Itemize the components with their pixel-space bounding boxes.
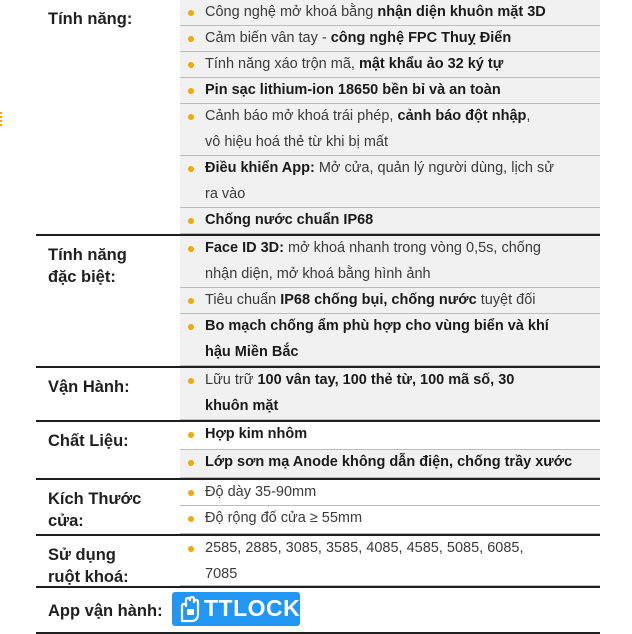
item-text xyxy=(205,479,596,505)
item-text xyxy=(205,313,596,365)
spec-row-label-line: Kích Thước xyxy=(48,490,142,508)
bullet-icon xyxy=(188,460,194,466)
list-item xyxy=(180,368,600,420)
emphasis-text: IP68 chống bụi, chống nước xyxy=(280,292,477,308)
list-item xyxy=(180,104,600,156)
bullet-icon xyxy=(188,36,194,42)
item-text-line xyxy=(205,207,596,233)
item-text xyxy=(205,235,596,287)
spec-table xyxy=(36,0,600,633)
emphasis-text: Lớp sơn mạ Anode không dẫn điện, chống trầy xước xyxy=(205,454,573,470)
item-text xyxy=(205,535,596,587)
list-item xyxy=(180,288,600,314)
bullet-icon xyxy=(188,10,194,16)
item-text-line xyxy=(205,261,596,287)
item-text-line xyxy=(205,339,596,365)
hand-lock-icon xyxy=(176,594,202,624)
item-text-line xyxy=(205,181,596,207)
item-text xyxy=(205,77,596,103)
plain-text: nhận diện, mở khoá bằng hình ảnh xyxy=(205,266,431,282)
bullet-icon xyxy=(188,246,194,252)
spec-row-label xyxy=(48,376,130,398)
spec-row-app xyxy=(36,588,600,634)
item-text-line xyxy=(205,235,596,261)
emphasis-text: Bo mạch chống ẩm phù hợp cho vùng biển và khí xyxy=(205,318,549,334)
item-text-line xyxy=(205,103,596,129)
spec-row-label-line: App vận hành: xyxy=(48,602,163,620)
plain-text: Tiêu chuẩn xyxy=(205,292,281,308)
emphasis-text: Chống nước chuẩn IP68 xyxy=(205,212,374,228)
spec-row-label xyxy=(48,488,141,532)
plain-text: Độ rộng đố cửa ≥ 55mm xyxy=(205,510,363,526)
emphasis-text: mật khẩu ảo 32 ký tự xyxy=(358,56,504,72)
list-item xyxy=(180,536,600,586)
emphasis-text: Điều khiển App: xyxy=(205,160,315,176)
list-item xyxy=(180,480,600,506)
ttlock-logo xyxy=(172,592,300,626)
plain-text: 7085 xyxy=(205,566,238,582)
emphasis-text: Pin sạc lithium-ion 18650 bền bỉ và an toàn xyxy=(205,82,501,98)
emphasis-text: khuôn mặt xyxy=(205,398,279,414)
list-item xyxy=(180,236,600,288)
plain-text: Lữu trữ xyxy=(205,372,258,388)
list-item xyxy=(180,78,600,104)
emphasis-text: Hợp kim nhôm xyxy=(205,426,308,442)
item-text xyxy=(205,25,596,51)
bullet-icon xyxy=(188,114,194,120)
item-text-line xyxy=(205,51,596,77)
item-text xyxy=(205,505,596,531)
list-item xyxy=(180,26,600,52)
item-text-line xyxy=(205,313,596,339)
spec-row-label-line: Chất Liệu: xyxy=(48,432,129,450)
plain-text: vô hiệu hoá thẻ từ khi bị mất xyxy=(205,134,389,150)
item-text-line xyxy=(205,77,596,103)
item-text-line xyxy=(205,561,596,587)
plain-text: tuyệt đối xyxy=(476,292,536,308)
spec-row-label xyxy=(48,8,132,30)
bullet-icon xyxy=(188,62,194,68)
spec-row-label-line: cửa: xyxy=(48,512,84,530)
plain-text: ra vào xyxy=(205,186,246,202)
bullet-icon xyxy=(188,324,194,330)
item-text-line xyxy=(205,129,596,155)
list-item xyxy=(180,506,600,534)
emphasis-text: công nghệ FPC Thuỵ Điển xyxy=(330,30,512,46)
item-text-line xyxy=(205,393,596,419)
plain-text: Cảnh báo mở khoá trái phép, xyxy=(205,108,398,124)
spec-row-features xyxy=(36,0,600,236)
item-text-line xyxy=(205,449,596,475)
plain-text: , xyxy=(526,108,531,124)
list-item xyxy=(180,52,600,78)
item-text xyxy=(205,449,596,475)
bullet-icon xyxy=(188,88,194,94)
item-text-line xyxy=(205,479,596,505)
item-text-line xyxy=(205,25,596,51)
spec-row-label xyxy=(48,544,129,588)
item-text xyxy=(205,103,596,155)
spec-row-label-line: đặc biệt: xyxy=(48,268,116,286)
spec-row-special-features xyxy=(36,236,600,368)
item-text xyxy=(205,207,596,233)
spec-row-door-size xyxy=(36,480,600,536)
emphasis-text: hậu Miền Bắc xyxy=(205,344,299,360)
emphasis-text: 100 vân tay, 100 thẻ từ, 100 mã số, 30 xyxy=(257,372,515,388)
bullet-icon xyxy=(188,432,194,438)
item-text xyxy=(205,51,596,77)
plain-text: mở khoá nhanh trong vòng 0,5s, chống xyxy=(283,240,541,256)
plain-text: Mở cửa, quản lý người dùng, lịch sử xyxy=(314,160,554,176)
item-text-line xyxy=(205,505,596,531)
item-text xyxy=(205,367,596,419)
spec-row-operation xyxy=(36,368,600,422)
item-text xyxy=(205,287,596,313)
item-text-line xyxy=(205,0,596,25)
bullet-icon xyxy=(188,166,194,172)
plain-text: Công nghệ mở khoá bằng xyxy=(205,4,378,20)
spec-row-label-line: Tính năng: xyxy=(48,10,133,28)
plain-text: Độ dày 35-90mm xyxy=(205,484,317,500)
item-text-line xyxy=(205,367,596,393)
plain-text: Tính năng xáo trộn mã, xyxy=(205,56,359,72)
item-text xyxy=(205,0,596,25)
list-item xyxy=(180,208,600,234)
list-item xyxy=(180,450,600,478)
list-item xyxy=(180,422,600,450)
item-text-line xyxy=(205,421,596,447)
spec-row-label xyxy=(48,430,129,452)
bullet-icon xyxy=(188,218,194,224)
spec-row-label xyxy=(48,600,163,622)
item-text-line xyxy=(205,535,596,561)
emphasis-text: Face ID 3D: xyxy=(205,240,284,256)
item-text xyxy=(205,155,596,207)
bullet-icon xyxy=(188,298,194,304)
item-text xyxy=(205,421,596,447)
bullet-icon xyxy=(188,546,194,552)
list-item xyxy=(180,156,600,208)
item-text-line xyxy=(205,155,596,181)
bullet-icon xyxy=(188,378,194,384)
emphasis-text: cảnh báo đột nhập xyxy=(397,108,527,124)
plain-text: Cảm biến vân tay - xyxy=(205,30,331,46)
ttlock-logo-text: TTLOCK xyxy=(204,595,301,621)
edge-mark xyxy=(0,112,6,126)
spec-row-label xyxy=(48,244,127,288)
emphasis-text: nhận diện khuôn mặt 3D xyxy=(377,4,546,20)
spec-row-material xyxy=(36,422,600,480)
spec-row-lock-cylinder xyxy=(36,536,600,588)
item-text-line xyxy=(205,287,596,313)
spec-row-label-line: ruột khoá: xyxy=(48,568,129,586)
list-item xyxy=(180,314,600,366)
bullet-icon xyxy=(188,516,194,522)
spec-row-label-line: Tính năng xyxy=(48,246,127,264)
list-item xyxy=(180,0,600,26)
plain-text: 2585, 2885, 3085, 3585, 4085, 4585, 5085, 6085, xyxy=(205,540,524,556)
spec-row-label-line: Sử dụng xyxy=(48,546,116,564)
spec-row-label-line: Vận Hành: xyxy=(48,378,130,396)
bullet-icon xyxy=(188,490,194,496)
